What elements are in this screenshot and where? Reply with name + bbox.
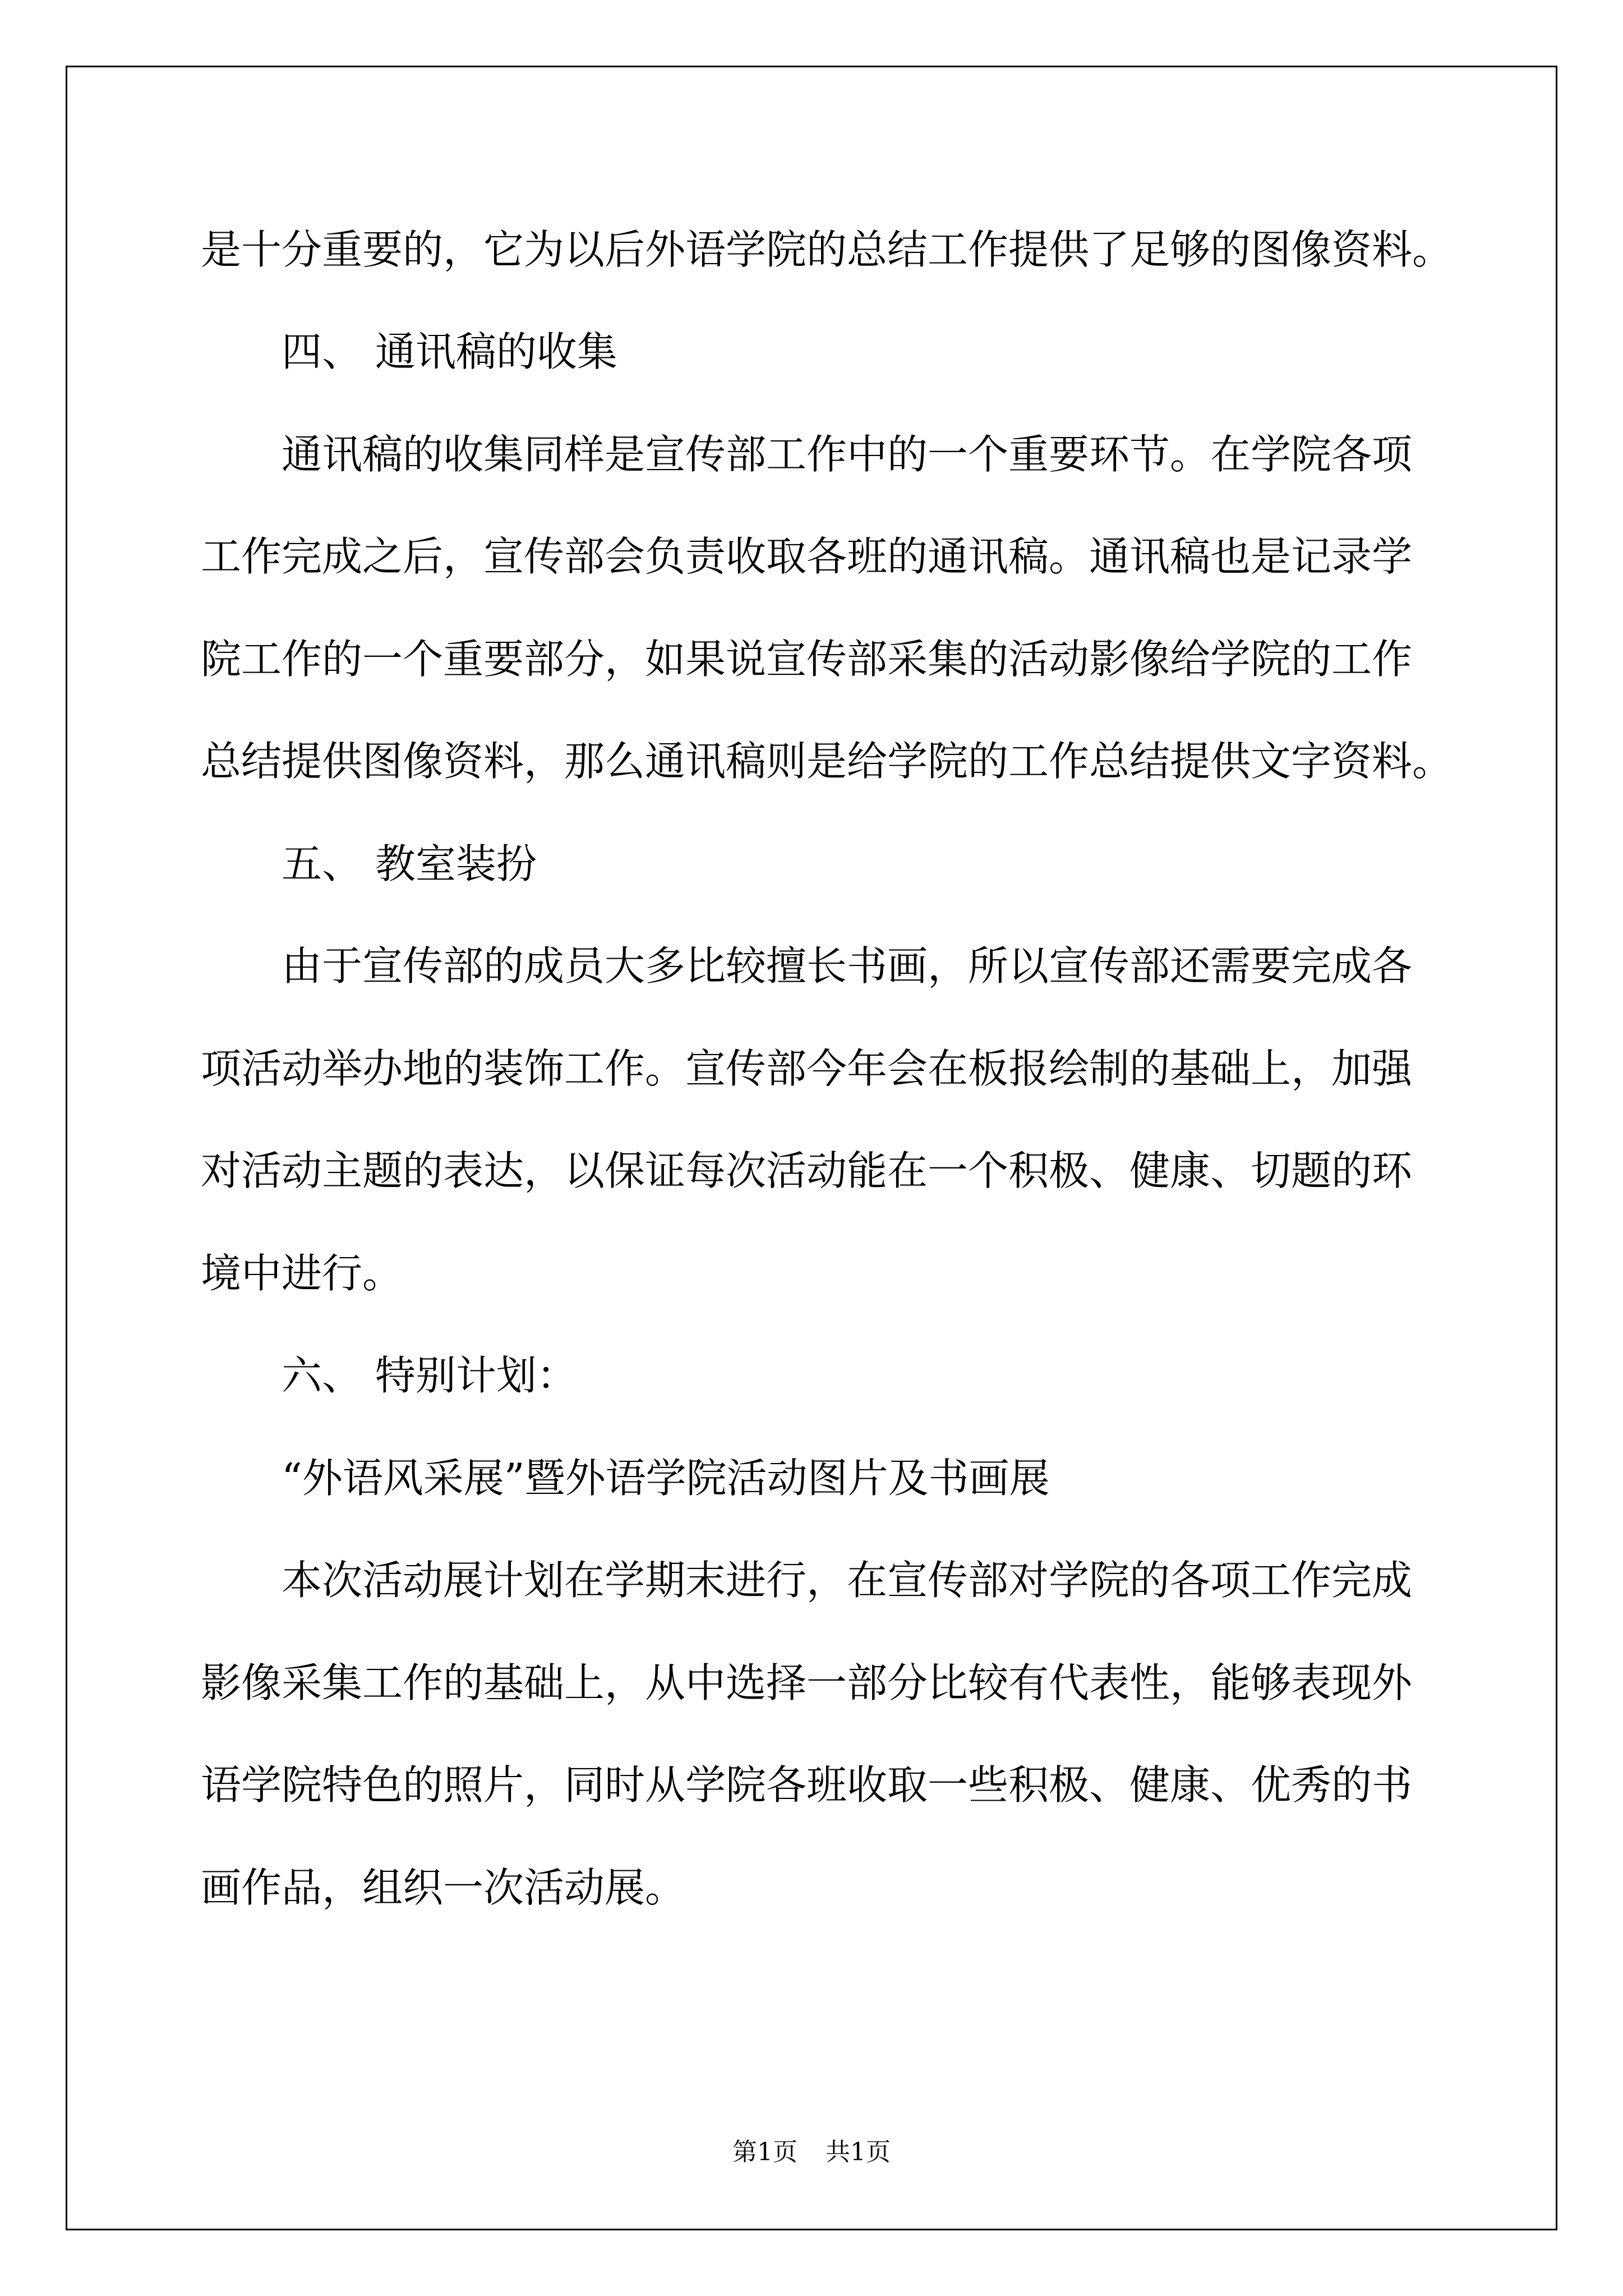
text-line: 总结提供图像资料，那么通讯稿则是给学院的工作总结提供文字资料。 [201,738,1453,785]
section-heading: 四、 通讯稿的收集 [282,328,617,375]
text-line: 本次活动展计划在学期末进行，在宣传部对学院的各项工作完成 [282,1557,1413,1604]
text-line: 影像采集工作的基础上，从中选择一部分比较有代表性，能够表现外 [201,1659,1413,1706]
text-line: 语学院特色的照片，同时从学院各班收取一些积极、健康、优秀的书 [201,1761,1413,1809]
text-line: 对活动主题的表达，以保证每次活动能在一个积极、健康、切题的环 [201,1147,1413,1194]
text-line: 院工作的一个重要部分，如果说宣传部采集的活动影像给学院的工作 [201,636,1413,683]
text-line: 通讯稿的收集同样是宣传部工作中的一个重要环节。在学院各项 [282,431,1413,478]
section-heading: 六、 特别计划： [282,1352,577,1399]
page-total: 共1页 [826,2138,891,2166]
text-line: 境中进行。 [201,1250,403,1297]
text-line: 项活动举办地的装饰工作。宣传部今年会在板报绘制的基础上，加强 [201,1045,1413,1092]
page-number: 第1页 [732,2138,797,2166]
text-line: 由于宣传部的成员大多比较擅长书画，所以宣传部还需要完成各 [282,942,1413,990]
text-line: 工作完成之后，宣传部会负责收取各班的通讯稿。通讯稿也是记录学 [201,533,1413,580]
subtitle-line: “外语风采展”暨外语学院活动图片及书画展 [282,1455,1050,1502]
page-footer [0,2136,1623,2169]
section-heading: 五、 教室装扮 [282,840,537,887]
text-line: 是十分重要的，它为以后外语学院的总结工作提供了足够的图像资料。 [201,226,1453,273]
text-line: 画作品，组织一次活动展。 [201,1864,686,1911]
